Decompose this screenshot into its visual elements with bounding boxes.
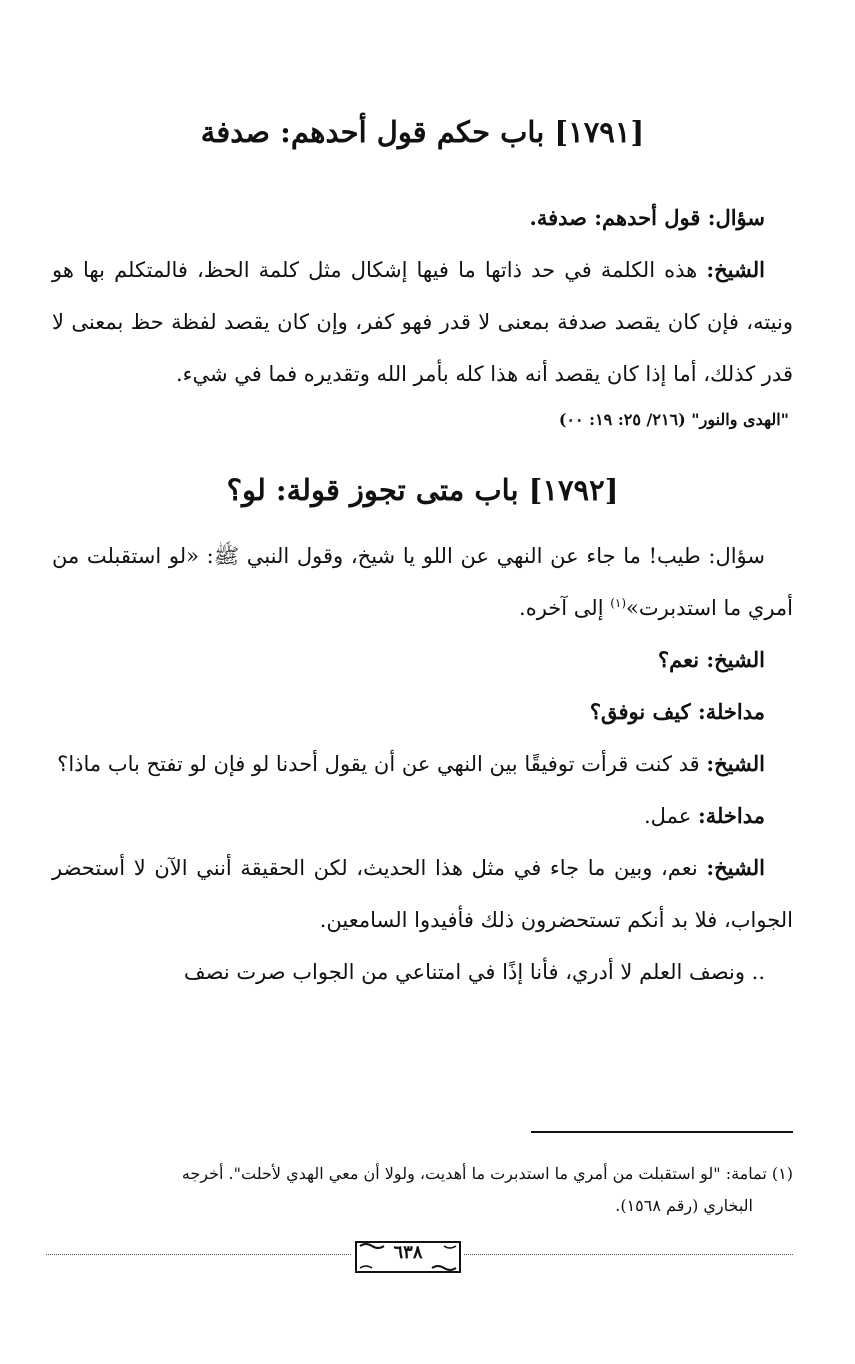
question-end: إلى آخره. [519,596,611,620]
speaker-label: مداخلة: [697,699,765,724]
dialogue-line [52,842,793,946]
dialogue-text: عمل. [644,804,698,828]
dialogue-line [52,790,793,842]
answer-text: هذه الكلمة في حد ذاتها ما فيها إشكال مثل كلمة الحظ، فالمتكلم بها هو ونيته، فإن كان يقصد صدفة بمعنى لا قدر فهو كفر، وإن كان يقصد لفظة حظ بمعنى لا قدر كذلك، أما إذا كان يقصد أنه هذا كله بأمر الله وتقديره فما في شيء. [52,258,793,386]
page-number: ٦٣٨ [393,1242,423,1263]
answer-1791 [52,244,793,400]
dialogue-text: كيف نوفق؟ [589,699,698,724]
dialogue-line [52,634,793,686]
dialogue-line: .. ونصف العلم لا أدري، فأنا إذًا في امتناعي من الجواب صرت نصف [183,960,765,984]
question-text: قول أحدهم: صدفة. [529,205,708,230]
footnote-line: (١) تمامة: "لو استقبلت من أمري ما استدبرت ما أهديت، ولولا أن معي الهدي لأحلت". أخرجه [181,1164,793,1183]
dialogue-text: نعم، وبين ما جاء في مثل هذا الحديث، لكن الحقيقة أنني الآن لا أستحضر الجواب، فلا بد أنكم تستحضرون ذلك فأفيدوا السامعين. [52,856,793,932]
speaker-label: الشيخ: [706,647,765,672]
section-heading-1791: [١٧٩١] باب حكم قول أحدهم: صدفة [200,115,645,149]
speaker-label: مداخلة: [697,803,765,828]
speaker-label: الشيخ: [706,751,765,776]
footnote-line: البخاري (رقم ١٥٦٨). [615,1196,753,1215]
question-text: سؤال: طيب! ما جاء عن النهي عن اللو يا شيخ، وقول النبي ﷺ: «لو استقبلت من أمري ما استدبرت» [52,544,793,620]
dialogue-text: قد كنت قرأت توفيقًا بين النهي عن أن يقول أحدنا لو فإن لو تفتح باب ماذا؟ [57,752,707,776]
footnote-ref: (١) [610,596,627,610]
source-citation: "الهدى والنور" (٢١٦/ ٢٥: ١٩: ٠٠) [558,410,789,429]
footnote-divider [531,1131,793,1133]
question-1792 [52,530,793,634]
question-1791 [52,192,793,244]
footnote [52,1158,793,1222]
question-label: سؤال: [707,205,765,230]
dialogue-text: نعم؟ [657,647,707,672]
speaker-label: الشيخ: [706,855,765,880]
speaker-label: الشيخ: [706,257,765,282]
section-heading-1792: [١٧٩٢] باب متى تجوز قولة: لو؟ [226,473,619,507]
dialogue-line [52,686,793,738]
page-number-frame [352,1238,464,1276]
dialogue-line [52,738,793,790]
